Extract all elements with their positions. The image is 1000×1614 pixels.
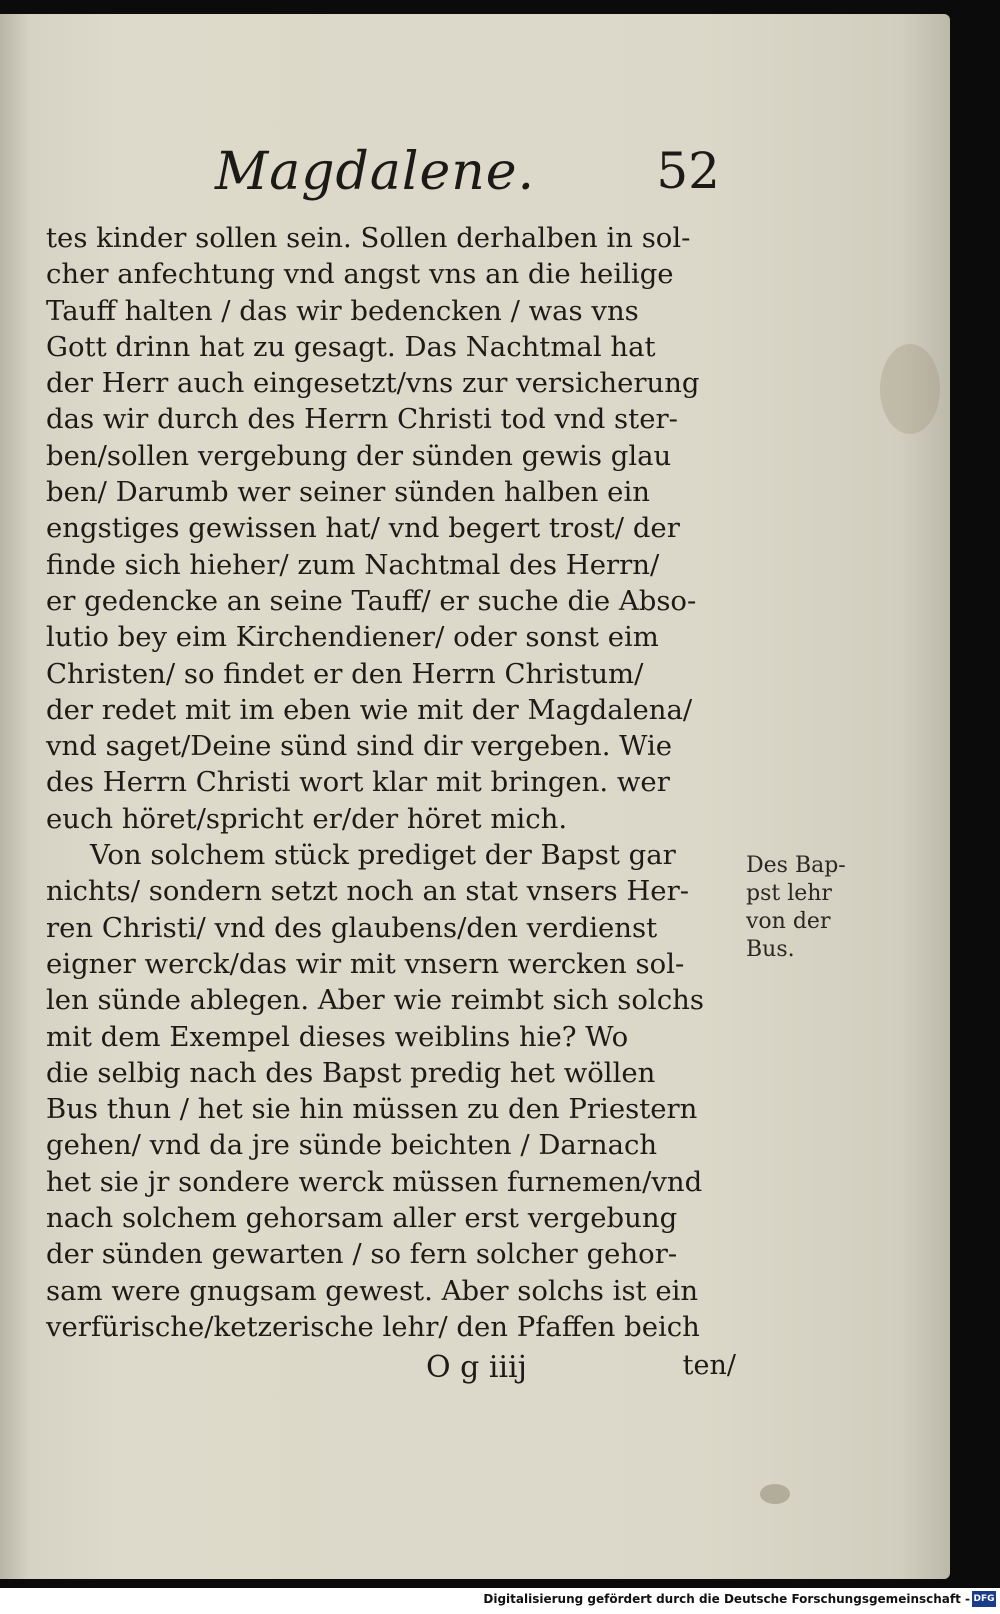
text-line: len sünde ablegen. Aber wie reimbt sich solchs: [46, 984, 704, 1017]
margin-note: [746, 852, 866, 964]
text-line: nach solchem gehorsam aller erst vergebung: [46, 1202, 678, 1235]
text-line: ben/sollen vergebung der sünden gewis glau: [46, 439, 672, 472]
text-line: vnd saget/Deine sünd sind dir vergeben. Wie: [46, 730, 673, 763]
text-line: finde sich hieher/ zum Nachtmal des Herrn/: [46, 548, 660, 581]
margin-note-line: Bus.: [746, 937, 795, 962]
text-line: engstiges gewissen hat/ vnd begert trost/ der: [46, 512, 680, 545]
paragraph-2: [46, 837, 736, 1345]
funding-credit: Digitalisierung gefördert durch die Deutsche Forschungsgemeinschaft -: [483, 1592, 970, 1606]
paper-stain: [880, 344, 940, 434]
footer-bar: [0, 1588, 1000, 1614]
margin-note-line: Des Bap-: [746, 853, 846, 878]
signature-mark: O g iiij: [426, 1350, 527, 1385]
text-line: Gott drinn hat zu gesagt. Das Nachtmal hat: [46, 330, 656, 363]
text-line: lutio bey eim Kirchendiener/ oder sonst eim: [46, 621, 659, 654]
paragraph-1: [46, 220, 736, 837]
text-line: ren Christi/ vnd des glaubens/den verdienst: [46, 911, 658, 944]
page-number: 52: [656, 142, 720, 200]
catchword: ten/: [682, 1350, 736, 1381]
paper-stain: [760, 1484, 790, 1504]
margin-note-line: von der: [746, 909, 831, 934]
text-line: er gedencke an seine Tauff/ er suche die Abso-: [46, 584, 697, 617]
text-line: verfürische/ketzerische lehr/ den Pfaffen beich: [46, 1310, 700, 1343]
text-line: mit dem Exempel dieses weiblins hie? Wo: [46, 1020, 629, 1053]
text-line: ben/ Darumb wer seiner sünden halben ein: [46, 476, 650, 509]
body-text: [46, 220, 736, 1345]
text-line: Von solchem stück prediget der Bapst gar: [90, 839, 676, 872]
page-header: [40, 142, 720, 212]
dfg-logo-icon: DFG: [972, 1591, 996, 1607]
text-line: cher anfechtung vnd angst vns an die heilige: [46, 258, 674, 291]
text-line: der sünden gewarten / so fern solcher gehor-: [46, 1238, 678, 1271]
text-line: sam were gnugsam gewest. Aber solchs ist ein: [46, 1274, 699, 1307]
text-line: Tauff halten / das wir bedencken / was vns: [46, 294, 639, 327]
text-line: het sie jr sondere werck müssen furnemen/vnd: [46, 1165, 703, 1198]
text-line: der Herr auch eingesetzt/vns zur versicherung: [46, 367, 700, 400]
book-page: [0, 14, 950, 1579]
text-line: nichts/ sondern setzt noch an stat vnsers Her-: [46, 875, 690, 908]
margin-note-line: pst lehr: [746, 881, 832, 906]
catchline: [46, 1350, 736, 1390]
text-line: eigner werck/das wir mit vnsern wercken sol-: [46, 947, 685, 980]
text-line: der redet mit im eben wie mit der Magdalena/: [46, 693, 693, 726]
text-line: Christen/ so findet er den Herrn Christum/: [46, 657, 644, 690]
text-line: das wir durch des Herrn Christi tod vnd ster-: [46, 403, 678, 436]
text-line: des Herrn Christi wort klar mit bringen. wer: [46, 766, 670, 799]
text-line: euch höret/spricht er/der höret mich.: [46, 802, 568, 835]
text-line: tes kinder sollen sein. Sollen derhalben in sol-: [46, 222, 691, 254]
text-line: gehen/ vnd da jre sünde beichten / Darnach: [46, 1129, 658, 1162]
text-line: Bus thun / het sie hin müssen zu den Priestern: [46, 1093, 698, 1126]
running-title: Magdalene.: [215, 142, 536, 202]
text-line: die selbig nach des Bapst predig het wöllen: [46, 1056, 656, 1089]
